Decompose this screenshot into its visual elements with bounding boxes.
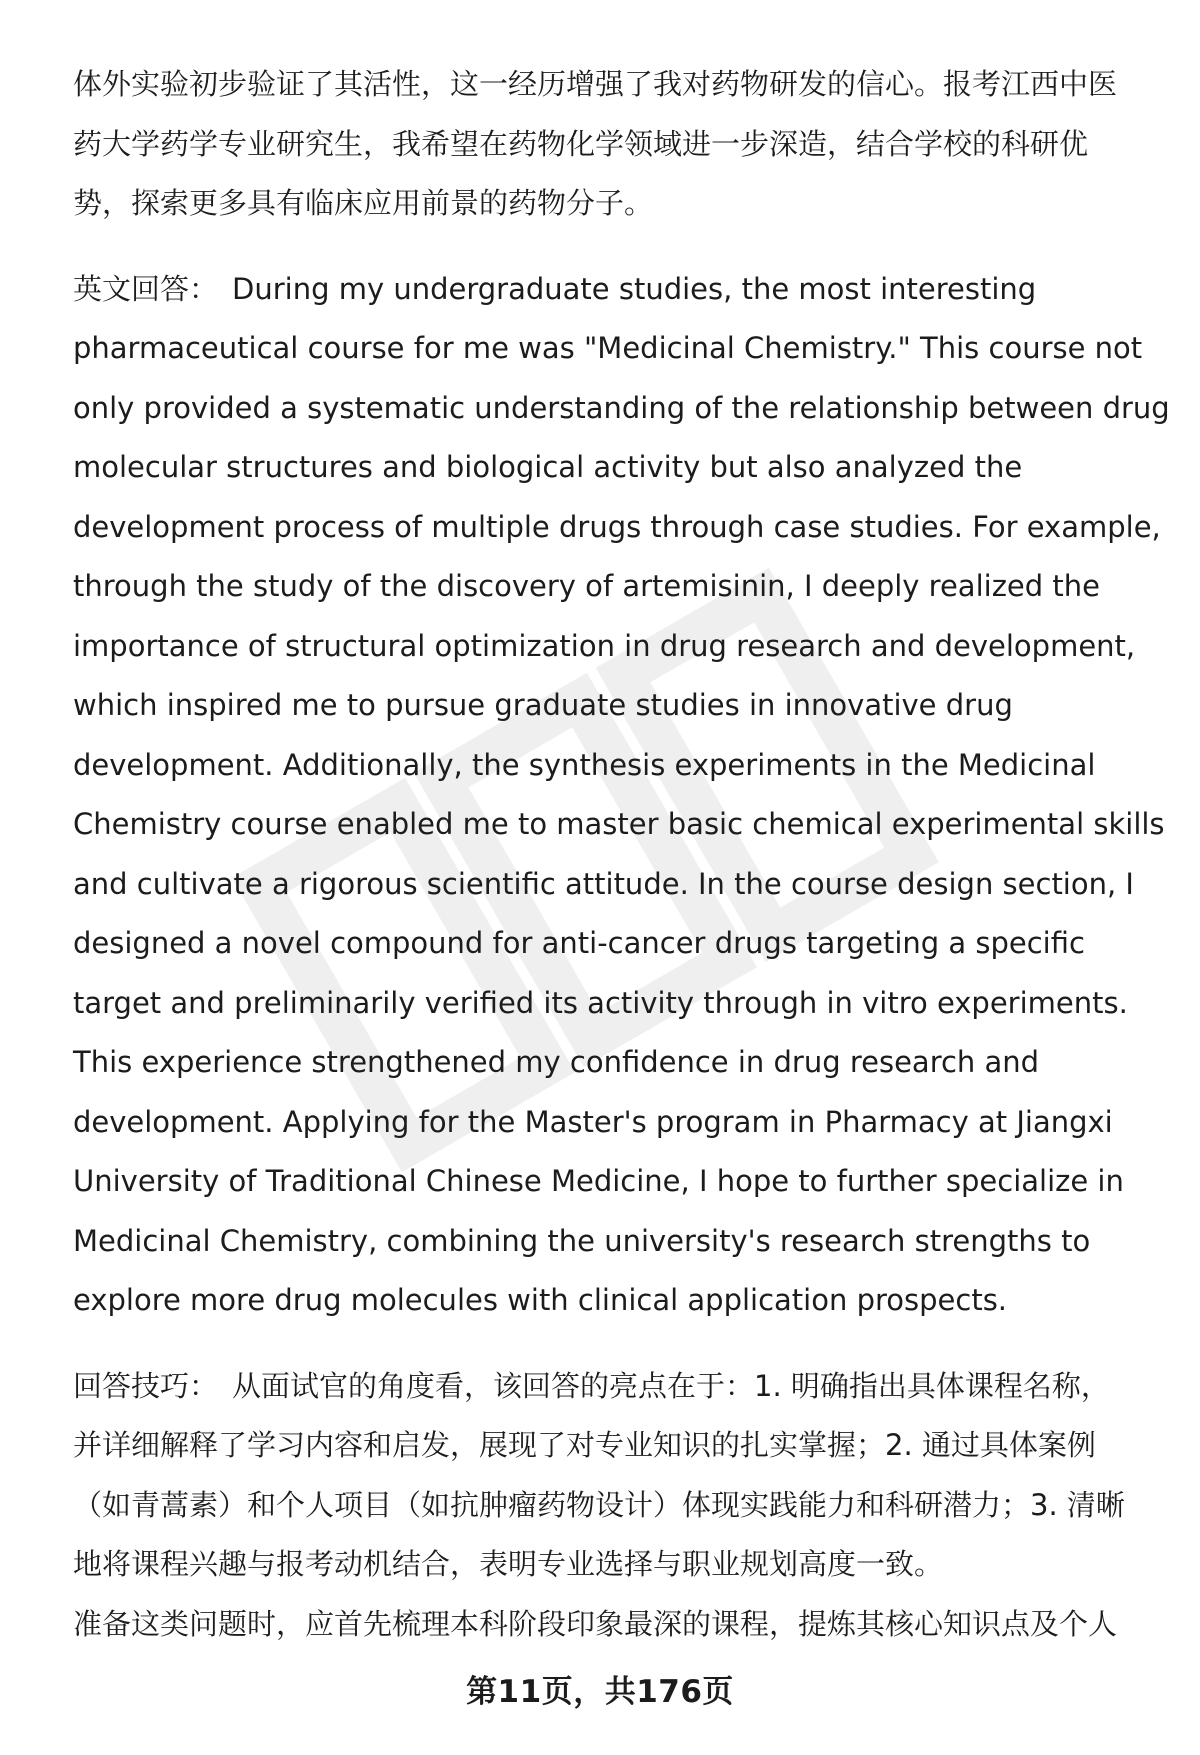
text-line-content: 从面试官的角度看，该回答的亮点在于：1. 明确指出具体课程名称， [232, 1368, 1110, 1403]
text-line: only provided a systematic understanding of the relationship between drug [73, 390, 1170, 425]
text-line: This experience strengthened my confidence in drug research and [73, 1045, 1040, 1079]
page-number: 第11页，共176页 [466, 1674, 734, 1710]
text-line: Medicinal Chemistry, combining the university's research strengths to [73, 1223, 1091, 1258]
text-line: 地将课程兴趣与报考动机结合，表明专业选择与职业规划高度一致。 [73, 1547, 944, 1581]
text-line: University of Traditional Chinese Medicine, I hope to further specialize in [73, 1164, 1124, 1198]
text-line: development process of multiple drugs through case studies. For example, [73, 509, 1161, 544]
text-line: which inspired me to pursue graduate studies in innovative drug [73, 688, 1013, 722]
text-line: development. Applying for the Master's program in Pharmacy at Jiangxi [73, 1104, 1113, 1139]
text-line [73, 1357, 1153, 1417]
text-line: 势，探索更多具有临床应用前景的药物分子。 [73, 186, 654, 220]
text-line: and cultivate a rigorous scientific attitude. In the course design section, I [73, 866, 1134, 901]
text-line: Chemistry course enabled me to master basic chemical experimental skills [73, 807, 1165, 841]
text-line: 准备这类问题时，应首先梳理本科阶段印象最深的课程，提炼其核心知识点及个人 [73, 1606, 1118, 1641]
intro-paragraph [73, 55, 1153, 234]
text-line: molecular structures and biological activity but also analyzed the [73, 450, 1023, 484]
english-answer-label: 英文回答： [73, 271, 219, 306]
text-line: development. Additionally, the synthesis experiments in the Medicinal [73, 747, 1096, 782]
text-line: （如青蒿素）和个人项目（如抗肿瘤药物设计）体现实践能力和科研潜力；3. 清晰 [73, 1487, 1125, 1522]
text-line: 体外实验初步验证了其活性，这一经历增强了我对药物研发的信心。报考江西中医 [73, 67, 1118, 101]
text-line: through the study of the discovery of artemisinin, I deeply realized the [73, 569, 1100, 603]
english-answer-paragraph [73, 260, 1170, 1331]
text-line: importance of structural optimization in drug research and development, [73, 628, 1136, 663]
tips-paragraph [73, 1357, 1153, 1595]
prep-paragraph [73, 1595, 1153, 1655]
text-line: 药大学药学专业研究生，我希望在药物化学领域进一步深造，结合学校的科研优 [73, 126, 1089, 161]
document-body [73, 55, 1170, 1654]
text-line: target and preliminarily verified its activity through in vitro experiments. [73, 985, 1128, 1020]
tips-label: 回答技巧： [73, 1368, 219, 1403]
text-line: 并详细解释了学习内容和启发，展现了对专业知识的扎实掌握；2. 通过具体案例 [73, 1428, 1096, 1462]
text-line: pharmaceutical course for me was "Medicinal Chemistry." This course not [73, 331, 1143, 365]
text-line: designed a novel compound for anti-cancer drugs targeting a specific [73, 926, 1085, 960]
text-line-content: During my undergraduate studies, the most interesting [232, 271, 1037, 306]
text-line [73, 260, 1153, 320]
text-line: explore more drug molecules with clinical application prospects. [73, 1283, 1008, 1317]
